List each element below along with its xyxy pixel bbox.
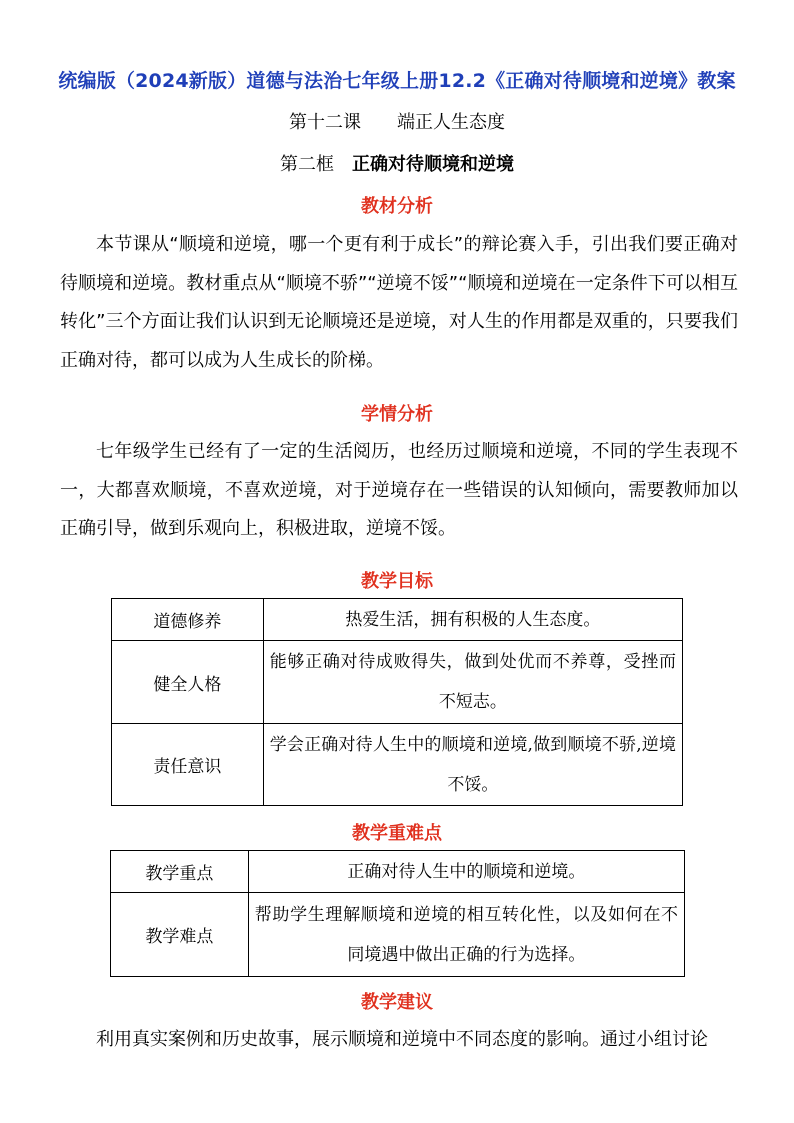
student-analysis-heading: 学情分析 bbox=[361, 404, 433, 425]
table-row bbox=[112, 641, 683, 724]
goal-text: 能够正确对待成败得失，做到处优而不养尊，受挫而不短志。 bbox=[263, 641, 682, 724]
lesson-title: 第十二课 端正人生态度 bbox=[289, 112, 505, 133]
table-row bbox=[112, 599, 683, 641]
key-point-label: 教学重点 bbox=[111, 851, 249, 893]
goal-text: 热爱生活，拥有积极的人生态度。 bbox=[263, 599, 682, 641]
table-row bbox=[111, 851, 685, 893]
material-analysis-heading: 教材分析 bbox=[361, 196, 433, 217]
material-analysis-text: 本节课从“顺境和逆境，哪一个更有利于成长”的辩论赛入手，引出我们要正确对待顺境和逆境。教材重点从“顺境不骄”“逆境不馁”“顺境和逆境在一定条件下可以相互转化”三个方面让我们认识到无论顺境还是逆境，对人生的作用都是双重的，只要我们正确对待，都可以成为人生成长的阶梯。 bbox=[60, 234, 738, 371]
key-points-table bbox=[110, 850, 685, 977]
suggestions-text: 利用真实案例和历史故事，展示顺境和逆境中不同态度的影响。通过小组讨论 bbox=[96, 1029, 708, 1050]
goal-text: 学会正确对待人生中的顺境和逆境,做到顺境不骄,逆境不馁。 bbox=[263, 724, 682, 806]
key-point-label: 教学难点 bbox=[111, 893, 249, 977]
teaching-goals-heading: 教学目标 bbox=[361, 571, 433, 592]
student-analysis-text: 七年级学生已经有了一定的生活阅历，也经历过顺境和逆境，不同的学生表现不一，大都喜欢顺境，不喜欢逆境，对于逆境存在一些错误的认知倾向，需要教师加以正确引导，做到乐观向上，积极进取，逆境不馁。 bbox=[60, 441, 738, 539]
table-row bbox=[112, 724, 683, 806]
table-row bbox=[111, 893, 685, 977]
frame-title bbox=[0, 150, 794, 176]
frame-label: 第二框 bbox=[280, 154, 352, 175]
goal-label: 道德修养 bbox=[112, 599, 264, 641]
key-points-heading: 教学重难点 bbox=[352, 823, 442, 844]
teaching-goals-table bbox=[111, 598, 683, 806]
key-point-text: 正确对待人生中的顺境和逆境。 bbox=[248, 851, 684, 893]
goal-label: 健全人格 bbox=[112, 641, 264, 724]
suggestions-heading: 教学建议 bbox=[361, 992, 433, 1013]
goal-label: 责任意识 bbox=[112, 724, 264, 806]
document-title: 统编版（2024新版）道德与法治七年级上册12.2《正确对待顺境和逆境》教案 bbox=[58, 70, 736, 92]
frame-name: 正确对待顺境和逆境 bbox=[352, 154, 514, 175]
key-point-text: 帮助学生理解顺境和逆境的相互转化性，以及如何在不同境遇中做出正确的行为选择。 bbox=[248, 893, 684, 977]
